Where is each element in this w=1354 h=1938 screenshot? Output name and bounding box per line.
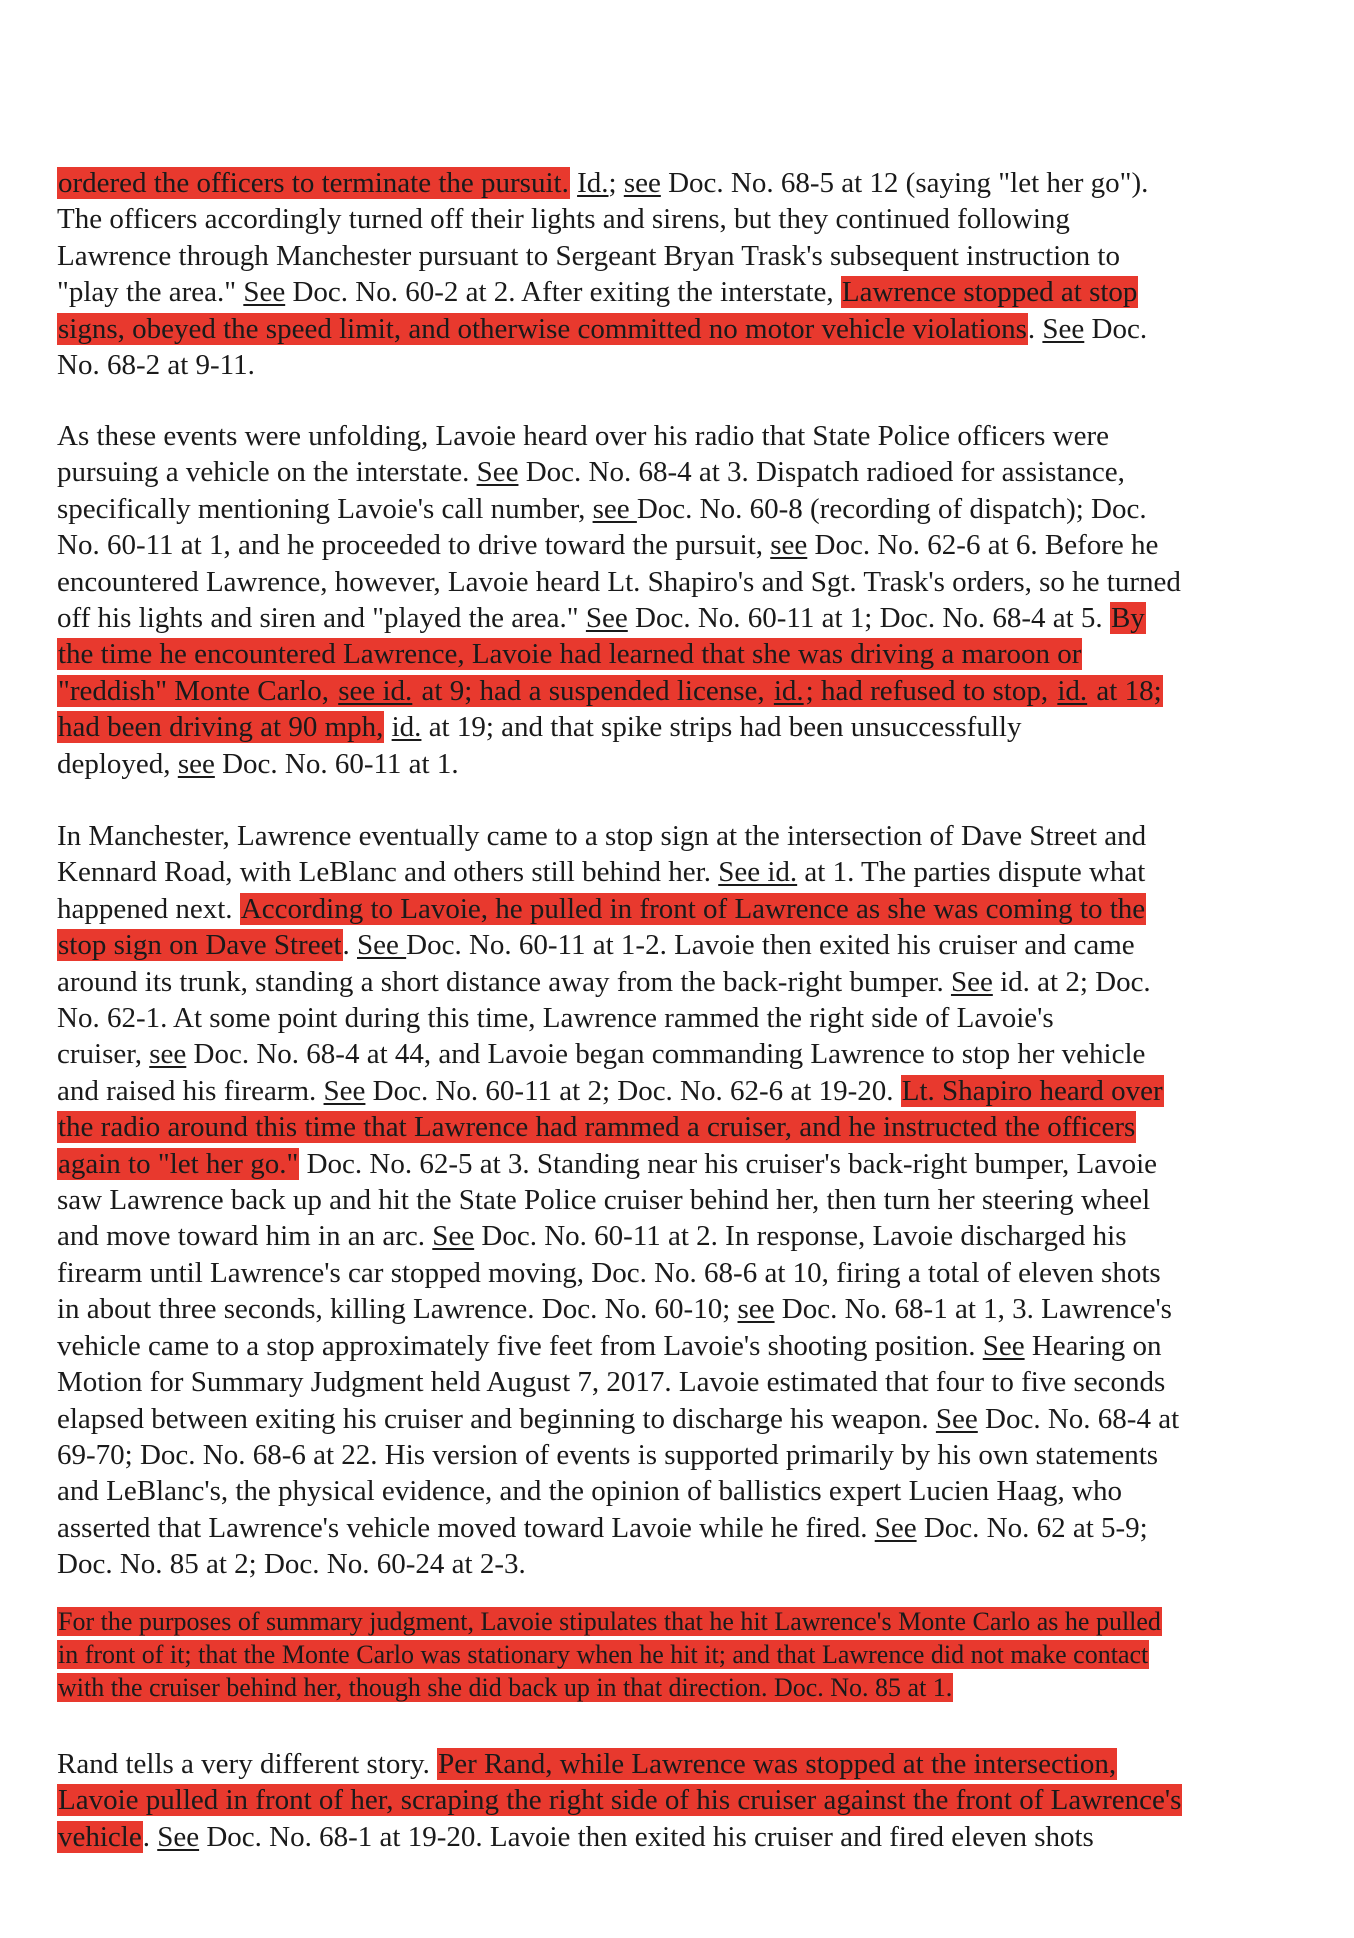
text-line <box>57 527 1181 563</box>
text-run <box>384 711 391 743</box>
text-run: and raised his firearm. <box>57 1074 324 1107</box>
text-run: and move toward him in an arc. <box>57 1220 433 1253</box>
text-run: elapsed between exiting his cruiser and beginning to discharge his weapon. <box>57 1402 936 1435</box>
citation-signal: See <box>476 456 519 489</box>
text-run: Hearing on <box>1024 1329 1162 1362</box>
citation-signal: See <box>874 1511 917 1544</box>
highlighted-text: signs, obeyed the speed limit, and otherwise committed no motor vehicle violations <box>58 312 1027 345</box>
highlighted-text: For the purposes of summary judgment, Lavoie stipulates that he hit Lawrence's Monte Carlo as he pulled <box>58 1607 1161 1636</box>
highlighted-text: had been driving at 90 mph, <box>58 711 384 744</box>
text-line <box>57 1546 1179 1582</box>
text-line <box>57 1782 1182 1818</box>
text-run: at 19; and that spike strips had been unsuccessfully <box>421 711 1022 744</box>
highlighted-text: Lt. Shapiro heard over <box>901 1074 1163 1107</box>
text-line <box>57 854 1179 890</box>
text-run: off his lights and siren and "played the area." <box>57 602 586 635</box>
citation-signal: See <box>935 1402 978 1435</box>
paragraph-lavoie-radio <box>57 418 1181 782</box>
text-run: at 1. The parties dispute what <box>797 856 1146 889</box>
highlighted-text: Per Rand, while Lawrence was stopped at the intersection, <box>438 1748 1117 1780</box>
text-line <box>57 1000 1179 1036</box>
text-run: cruiser, <box>57 1038 150 1071</box>
citation-signal: see <box>770 529 808 562</box>
text-run: As these events were unfolding, Lavoie heard over his radio that State Police officers were <box>57 420 1109 452</box>
text-line <box>57 891 1179 927</box>
highlighted-text: with the cruiser behind her, though she did back up in that direction. Doc. No. 85 at 1. <box>58 1673 953 1702</box>
text-line <box>57 1036 1179 1072</box>
text-run: saw Lawrence back up and hit the State Police cruiser behind her, then turn her steering wheel <box>57 1184 1151 1217</box>
citation-signal: see <box>623 167 661 199</box>
text-run: Doc. No. 60-11 at 1; Doc. No. 68-4 at 5. <box>627 602 1110 635</box>
highlighted-text: ; had refused to stop, <box>805 674 1056 707</box>
text-run: Lawrence through Manchester pursuant to Sergeant Bryan Trask's subsequent instruction to <box>57 239 1120 272</box>
text-line <box>57 1218 1179 1254</box>
citation-signal: see <box>592 492 637 525</box>
text-line <box>57 564 1181 600</box>
text-line <box>57 165 1148 201</box>
text-run: Doc. <box>1084 312 1148 345</box>
text-run: happened next. <box>57 892 240 925</box>
highlighted-text: ordered the officers to terminate the pursuit. <box>58 167 569 199</box>
text-line <box>57 1510 1179 1546</box>
citation-signal: See <box>1042 312 1085 345</box>
text-line <box>57 454 1181 490</box>
text-run: . <box>342 929 358 962</box>
text-line <box>57 927 1179 963</box>
citation-signal: See <box>243 276 286 309</box>
highlighted-text: see id. <box>338 674 413 707</box>
text-run: Doc. No. 60-11 at 1-2. Lavoie then exited his cruiser and came <box>406 929 1135 962</box>
text-line <box>57 818 1179 854</box>
text-line <box>57 1437 1179 1473</box>
citation-signal: See <box>357 929 407 962</box>
text-line <box>57 1401 1179 1437</box>
text-line <box>57 636 1181 672</box>
text-run: in about three seconds, killing Lawrence. Doc. No. 60-10; <box>57 1293 738 1326</box>
highlighted-text: Lavoie pulled in front of her, scraping the right side of his cruiser against the front of Lawrence's <box>58 1784 1182 1817</box>
text-run: Doc. No. 68-4 at 3. Dispatch radioed for assistance, <box>518 456 1125 489</box>
paragraph-pursuit-terminated <box>57 165 1148 383</box>
text-line <box>57 1605 1162 1638</box>
paragraph-stop-sign-events <box>57 818 1179 1583</box>
text-line <box>57 1109 1179 1145</box>
text-run: firearm until Lawrence's car stopped moving, Doc. No. 68-6 at 10, firing a total of eleven shots <box>57 1256 1161 1289</box>
text-run: "play the area." <box>57 276 244 309</box>
citation-signal: id. <box>391 711 422 744</box>
text-line <box>57 201 1148 237</box>
highlighted-text: in front of it; that the Monte Carlo was stationary when he hit it; and that Lawrence did not make contact <box>58 1640 1149 1669</box>
text-run: encountered Lawrence, however, Lavoie heard Lt. Shapiro's and Sgt. Trask's orders, so he turned <box>57 565 1181 598</box>
text-run: Doc. No. 60-11 at 1. <box>214 747 459 780</box>
text-run: id. at 2; Doc. <box>992 965 1151 998</box>
text-run: pursuing a vehicle on the interstate. <box>57 456 477 489</box>
citation-signal: See id. <box>718 856 798 889</box>
text-run: vehicle came to a stop approximately five feet from Lavoie's shooting position. <box>57 1329 983 1362</box>
text-line <box>57 238 1148 274</box>
text-run: Doc. No. 68-5 at 12 (saying "let her go"). <box>660 167 1149 199</box>
text-run: Doc. No. 68-1 at 19-20. Lavoie then exited his cruiser and fired eleven shots <box>199 1820 1094 1853</box>
highlighted-text: at 9; had a suspended license, <box>414 674 772 707</box>
citation-signal: See <box>982 1329 1025 1362</box>
text-run: Doc. No. 60-11 at 2. In response, Lavoie discharged his <box>474 1220 1127 1253</box>
highlighted-text: Lawrence stopped at stop <box>841 276 1138 309</box>
highlighted-text: vehicle <box>58 1820 142 1853</box>
text-run: The officers accordingly turned off their lights and sirens, but they continued following <box>57 203 1070 236</box>
highlighted-text: at 18; <box>1089 674 1162 707</box>
text-line <box>57 274 1148 310</box>
text-line <box>57 709 1181 745</box>
text-line <box>57 1746 1182 1782</box>
highlighted-text: id. <box>773 674 804 707</box>
citation-signal: See <box>585 602 628 635</box>
text-line <box>57 491 1181 527</box>
text-run: In Manchester, Lawrence eventually came to a stop sign at the intersection of Dave Street and <box>57 820 1147 852</box>
text-line <box>57 673 1181 709</box>
citation-signal: See <box>157 1820 200 1853</box>
text-run: Rand tells a very different story. <box>57 1748 438 1780</box>
text-run: Motion for Summary Judgment held August 7, 2017. Lavoie estimated that four to five seconds <box>57 1366 1166 1399</box>
text-line <box>57 347 1148 383</box>
text-line <box>57 1073 1179 1109</box>
text-line <box>57 311 1148 347</box>
highlighted-text: the time he encountered Lawrence, Lavoie had learned that she was driving a maroon or <box>58 638 1082 671</box>
text-run: No. 60-11 at 1, and he proceeded to drive toward the pursuit, <box>57 529 771 562</box>
text-line <box>57 1328 1179 1364</box>
text-run: Doc. No. 60-2 at 2. After exiting the interstate, <box>285 276 841 309</box>
text-run: Kennard Road, with LeBlanc and others still behind her. <box>57 856 719 889</box>
text-line <box>57 1364 1179 1400</box>
text-run: Doc. No. 85 at 2; Doc. No. 60-24 at 2-3. <box>57 1548 526 1581</box>
text-run: around its trunk, standing a short distance away from the back-right bumper. <box>57 965 951 998</box>
text-line <box>57 1255 1179 1291</box>
text-line <box>57 1182 1179 1218</box>
text-run: . <box>142 1820 158 1853</box>
text-run: No. 62-1. At some point during this time, Lawrence rammed the right side of Lavoie's <box>57 1002 1054 1035</box>
text-line <box>57 1638 1162 1671</box>
text-run: Doc. No. 68-4 at 44, and Lavoie began commanding Lawrence to stop her vehicle <box>186 1038 1146 1071</box>
paragraph-rand-story <box>57 1746 1182 1855</box>
text-run: Doc. No. 62 at 5-9; <box>916 1511 1148 1544</box>
text-run: . <box>1027 312 1043 345</box>
citation-signal: See <box>432 1220 475 1253</box>
highlighted-text: stop sign on Dave Street <box>58 929 342 962</box>
paragraph-stipulation <box>57 1605 1162 1704</box>
text-run: Doc. No. 60-11 at 2; Doc. No. 62-6 at 19-20. <box>365 1074 901 1107</box>
text-run: ; <box>608 167 624 199</box>
text-line <box>57 964 1179 1000</box>
text-line <box>57 600 1181 636</box>
highlighted-text: the radio around this time that Lawrence had rammed a cruiser, and he instructed the officers <box>58 1111 1136 1144</box>
text-line <box>57 1819 1182 1855</box>
text-line <box>57 1146 1179 1182</box>
text-line <box>57 1671 1162 1704</box>
citation-signal: Id. <box>577 167 609 199</box>
text-run: Doc. No. 68-4 at <box>977 1402 1180 1435</box>
text-run <box>570 167 577 199</box>
text-run: Doc. No. 60-8 (recording of dispatch); Doc. <box>636 492 1147 525</box>
citation-signal: see <box>149 1038 187 1071</box>
text-run: and LeBlanc's, the physical evidence, and the opinion of ballistics expert Lucien Haag, who <box>57 1475 1122 1508</box>
text-run: deployed, <box>57 747 178 780</box>
citation-signal: See <box>323 1074 366 1107</box>
citation-signal: See <box>950 965 993 998</box>
highlighted-text: again to "let her go." <box>58 1147 299 1180</box>
text-line <box>57 1473 1179 1509</box>
text-run: 69-70; Doc. No. 68-6 at 22. His version of events is supported primarily by his own statements <box>57 1438 1159 1471</box>
citation-signal: see <box>177 747 215 780</box>
highlighted-text: id. <box>1057 674 1088 707</box>
text-run: Doc. No. 62-5 at 3. Standing near his cruiser's back-right bumper, Lavoie <box>299 1147 1158 1180</box>
text-line <box>57 1291 1179 1327</box>
citation-signal: see <box>737 1293 775 1326</box>
text-run: Doc. No. 62-6 at 6. Before he <box>807 529 1159 562</box>
highlighted-text: By <box>1110 602 1145 635</box>
text-run: specifically mentioning Lavoie's call number, <box>57 492 593 525</box>
text-line <box>57 746 1181 782</box>
highlighted-text: "reddish" Monte Carlo, <box>58 674 337 707</box>
text-run: Doc. No. 68-1 at 1, 3. Lawrence's <box>774 1293 1172 1326</box>
highlighted-text: According to Lavoie, he pulled in front of Lawrence as she was coming to the <box>240 892 1146 925</box>
text-run: asserted that Lawrence's vehicle moved toward Lavoie while he fired. <box>57 1511 875 1544</box>
text-run: No. 68-2 at 9-11. <box>57 349 255 382</box>
text-line <box>57 418 1181 454</box>
